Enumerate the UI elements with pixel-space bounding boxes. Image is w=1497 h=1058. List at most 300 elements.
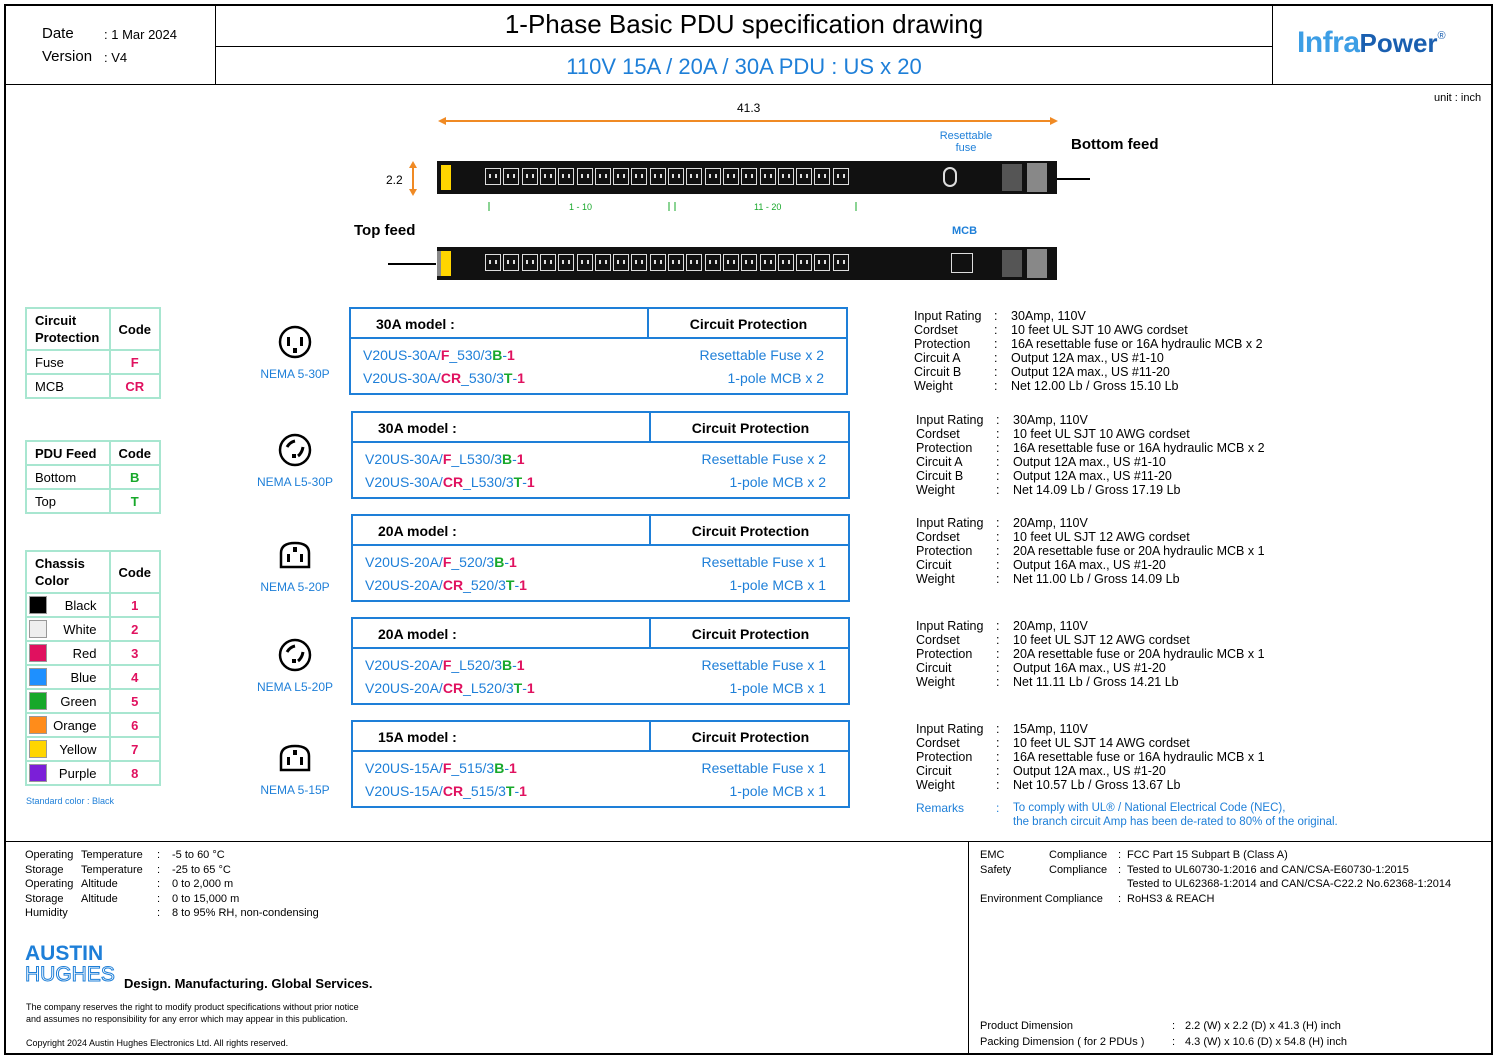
model-dash: - <box>522 474 527 490</box>
code-cell: 7 <box>110 737 161 761</box>
outlet-icon <box>650 168 666 185</box>
table-header: Chassis Color <box>26 551 110 593</box>
spec-value: 20A resettable fuse or 20A hydraulic MCB x 1 <box>1013 647 1265 661</box>
env-value: 0 to 2,000 m <box>172 878 234 891</box>
table-cell: Top <box>26 489 110 513</box>
product-dimension-value: 2.2 (W) x 2.2 (D) x 41.3 (H) inch <box>1185 1020 1341 1032</box>
color-cell <box>26 761 110 785</box>
plug-icon <box>277 324 313 360</box>
remarks-text <box>1013 801 1338 829</box>
color-name: Red <box>72 646 97 661</box>
env-value: -25 to 65 °C <box>172 863 231 876</box>
page-subtitle: 110V 15A / 20A / 30A PDU : US x 20 <box>566 54 922 79</box>
spec-value: Output 16A max., US #1-20 <box>1013 661 1166 675</box>
remarks-line-2: the branch circuit Amp has been de-rated to 80% of the original. <box>1013 816 1338 828</box>
env-colon: : <box>157 892 161 905</box>
model-middle: _L520/3 <box>463 680 514 696</box>
outlet-icon <box>595 168 611 185</box>
title-divider <box>216 46 1272 47</box>
code-cell: T <box>110 489 161 513</box>
outlet-icon <box>723 168 739 185</box>
model-box <box>351 720 850 808</box>
meter-display <box>1002 164 1022 191</box>
logo-hughes-text: HUGHES <box>25 963 115 986</box>
model-title: 30A model : <box>376 316 455 332</box>
model-dash: - <box>514 783 520 799</box>
env-colon: : <box>157 849 161 861</box>
protection-description: Resettable Fuse x 1 <box>701 554 826 570</box>
spec-key: Cordset <box>916 530 960 544</box>
env-value: 0 to 15,000 m <box>172 892 240 905</box>
outlet-icon <box>778 254 794 271</box>
color-name: Yellow <box>59 742 97 757</box>
spec-key: Input Rating <box>916 722 984 736</box>
spec-key: Input Rating <box>916 413 984 427</box>
feed-code: B <box>494 760 505 776</box>
length-arrow-right <box>1050 117 1058 125</box>
model-middle: _515/3 <box>463 783 506 799</box>
color-swatch <box>29 764 47 782</box>
model-box-header <box>351 309 846 339</box>
model-number <box>365 474 535 490</box>
compliance-value: RoHS3 & REACH <box>1127 892 1215 905</box>
model-middle: _L530/3 <box>451 451 502 467</box>
compliance-colon: : <box>1118 863 1122 876</box>
nema-label: NEMA 5-15P <box>260 783 330 797</box>
header-divider <box>649 619 651 649</box>
version-value: : V4 <box>104 50 128 65</box>
protection-description: 1-pole MCB x 2 <box>729 474 826 490</box>
env-colon: : <box>157 907 161 920</box>
env-condition: Humidity <box>25 907 68 920</box>
footer-divider <box>6 841 1493 842</box>
range-1-label: 1 - 10 <box>569 202 593 212</box>
feed-code: T <box>505 783 515 799</box>
spec-value: Net 10.57 Lb / Gross 13.67 Lb <box>1013 778 1181 792</box>
model-prefix: V20US-20A/ <box>365 680 443 696</box>
spec-key: Weight <box>916 572 955 586</box>
table-row <box>26 617 160 641</box>
model-middle: _520/3 <box>463 577 506 593</box>
model-prefix: V20US-20A/ <box>365 657 443 673</box>
compliance-value: Tested to UL62368-1:2014 and CAN/CSA-C22.2 No.62368-1:2014 <box>1127 878 1452 891</box>
spec-value: 20A resettable fuse or 20A hydraulic MCB x 1 <box>1013 544 1265 558</box>
protection-description: 1-pole MCB x 1 <box>729 783 826 799</box>
table-row <box>26 489 160 513</box>
code-cell: 3 <box>110 641 161 665</box>
model-number <box>363 370 525 386</box>
protection-code: CR <box>442 783 464 799</box>
height-arrow-bottom <box>409 189 417 196</box>
circuit-protection-header: Circuit Protection <box>691 523 810 539</box>
height-value: 2.2 <box>386 173 403 187</box>
model-box <box>351 514 850 602</box>
spec-colon: : <box>994 309 998 323</box>
spec-value: Output 12A max., US #1-10 <box>1013 455 1166 469</box>
spec-colon: : <box>996 736 1000 750</box>
env-colon: : <box>157 878 161 891</box>
model-box <box>351 617 850 705</box>
spec-value: Output 12A max., US #1-20 <box>1013 764 1166 778</box>
height-arrow-top <box>409 161 417 168</box>
spec-value: 20Amp, 110V <box>1013 516 1088 530</box>
env-value: -5 to 60 °C <box>172 849 225 861</box>
protection-description: Resettable Fuse x 2 <box>701 451 826 467</box>
range-markers <box>489 202 856 211</box>
feed-code: T <box>503 370 513 386</box>
spec-value: 10 feet UL SJT 10 AWG cordset <box>1013 427 1190 441</box>
feed-code: B <box>494 554 505 570</box>
spec-colon: : <box>996 675 1000 689</box>
compliance-category: Safety <box>980 863 1012 876</box>
table-row <box>26 665 160 689</box>
model-box <box>351 411 850 499</box>
plug-icon <box>277 637 313 673</box>
date-value: : 1 Mar 2024 <box>104 27 177 42</box>
code-cell: 5 <box>110 689 161 713</box>
protection-code: CR <box>440 370 462 386</box>
spec-key: Input Rating <box>916 516 984 530</box>
table-row <box>26 593 160 617</box>
protection-description: 1-pole MCB x 1 <box>729 577 826 593</box>
compliance-type: Compliance <box>1049 863 1108 876</box>
code-cell: 1 <box>110 593 161 617</box>
color-cell <box>26 617 110 641</box>
spec-value: 30Amp, 110V <box>1013 413 1088 427</box>
spec-colon: : <box>996 633 1000 647</box>
env-condition: Storage <box>25 892 64 905</box>
env-parameter: Temperature <box>81 863 143 876</box>
spec-key: Cordset <box>916 633 960 647</box>
table-header-code: Code <box>110 308 161 350</box>
packing-dimension-value: 4.3 (W) x 10.6 (D) x 54.8 (H) inch <box>1185 1036 1347 1048</box>
spec-colon: : <box>996 572 1000 586</box>
outlet-icon <box>577 254 593 271</box>
outlet-icon <box>668 254 684 271</box>
spec-key: Circuit <box>916 764 952 778</box>
model-prefix: V20US-20A/ <box>365 577 443 593</box>
color-code: 1 <box>519 783 527 799</box>
color-cell <box>26 689 110 713</box>
protection-code: F <box>442 760 452 776</box>
spec-key: Protection <box>916 544 973 558</box>
meter-display <box>1002 250 1022 277</box>
austin-hughes-logo <box>25 943 115 985</box>
warning-label <box>441 251 451 276</box>
spec-value: 16A resettable fuse or 16A hydraulic MCB x 1 <box>1013 750 1265 764</box>
outlet-icon <box>540 254 556 271</box>
model-dash: - <box>504 760 510 776</box>
outlet-icon <box>833 168 849 185</box>
color-swatch <box>29 644 47 662</box>
spec-value: Net 11.11 Lb / Gross 14.21 Lb <box>1013 675 1179 689</box>
table-header: Circuit Protection <box>26 308 110 350</box>
spec-colon: : <box>996 530 1000 544</box>
spec-colon: : <box>994 323 998 337</box>
spec-key: Circuit B <box>916 469 964 483</box>
circuit-protection-code-table <box>25 307 161 399</box>
packing-dimension-label: Packing Dimension ( for 2 PDUs ) <box>980 1036 1145 1048</box>
feed-code: T <box>505 577 515 593</box>
color-cell <box>26 665 110 689</box>
outlet-icon <box>485 168 501 185</box>
spec-key: Weight <box>916 778 955 792</box>
disclaimer-line-1: The company reserves the right to modify product specifications without prior notice <box>26 1002 359 1012</box>
spec-value: 10 feet UL SJT 12 AWG cordset <box>1013 530 1190 544</box>
resettable-fuse-label: Resettable fuse <box>939 130 993 154</box>
outlet-icon <box>760 254 776 271</box>
compliance-category: EMC <box>980 849 1005 861</box>
protection-description: Resettable Fuse x 1 <box>701 657 826 673</box>
color-name: Black <box>64 598 97 613</box>
spec-value: Output 12A max., US #1-10 <box>1011 351 1164 365</box>
color-swatch <box>29 740 47 758</box>
spec-value: Output 12A max., US #11-20 <box>1011 365 1170 379</box>
spec-colon: : <box>996 469 1000 483</box>
outlet-icon <box>613 168 629 185</box>
outlet-icon <box>686 168 702 185</box>
color-code: 1 <box>526 474 535 490</box>
color-code: 1 <box>517 370 525 386</box>
spec-key: Circuit A <box>916 455 963 469</box>
model-middle: _520/3 <box>451 554 495 570</box>
circuit-protection-header: Circuit Protection <box>691 420 810 436</box>
model-box-header <box>353 516 848 546</box>
protection-code: F <box>442 451 452 467</box>
outlet-icon <box>522 168 538 185</box>
plug-icon <box>277 432 313 468</box>
color-name: White <box>63 622 97 637</box>
outlet-icon <box>613 254 629 271</box>
spec-value: Output 16A max., US #1-20 <box>1013 558 1166 572</box>
protection-description: Resettable Fuse x 2 <box>699 347 824 363</box>
color-swatch <box>29 716 47 734</box>
model-dash: - <box>502 347 508 363</box>
spec-colon: : <box>996 483 1000 497</box>
model-box-header <box>353 413 848 443</box>
header-divider <box>649 413 651 443</box>
nema-label: NEMA 5-30P <box>260 367 330 381</box>
outlet-icon <box>595 254 611 271</box>
model-middle: _515/3 <box>451 760 495 776</box>
spec-key: Protection <box>914 337 971 351</box>
spec-value: 30Amp, 110V <box>1011 309 1086 323</box>
spec-value: 20Amp, 110V <box>1013 619 1088 633</box>
outlet-icon <box>741 254 757 271</box>
bottom-feed-label: Bottom feed <box>1071 136 1159 153</box>
model-number <box>365 577 527 593</box>
spec-key: Circuit B <box>914 365 962 379</box>
spec-key: Circuit <box>916 661 952 675</box>
model-number <box>365 451 525 467</box>
remarks-colon: : <box>996 801 1000 815</box>
color-swatch <box>29 668 47 686</box>
outlet-icon <box>577 168 593 185</box>
compliance-colon: : <box>1118 849 1122 861</box>
code-cell: 6 <box>110 713 161 737</box>
logo-power-text: Power <box>1359 28 1438 58</box>
protection-description: 1-pole MCB x 1 <box>729 680 826 696</box>
model-prefix: V20US-30A/ <box>363 370 441 386</box>
color-cell <box>26 713 110 737</box>
table-row <box>26 641 160 665</box>
spec-value: 10 feet UL SJT 14 AWG cordset <box>1013 736 1190 750</box>
spec-key: Circuit A <box>914 351 961 365</box>
spec-value: 10 feet UL SJT 12 AWG cordset <box>1013 633 1190 647</box>
cable-gland <box>1027 163 1047 192</box>
color-code: 1 <box>519 577 527 593</box>
model-middle: _L520/3 <box>451 657 502 673</box>
compliance-value: FCC Part 15 Subpart B (Class A) <box>1127 849 1288 861</box>
color-name: Green <box>60 694 97 709</box>
protection-code: F <box>442 657 452 673</box>
circuit-protection-header: Circuit Protection <box>689 316 808 332</box>
model-box-header <box>353 722 848 752</box>
outlet-icon <box>778 168 794 185</box>
outlet-icon <box>705 254 721 271</box>
logo-austin-text: AUSTIN <box>25 942 104 965</box>
model-number <box>365 657 525 673</box>
code-cell: F <box>110 350 161 374</box>
spec-colon: : <box>996 427 1000 441</box>
header-divider <box>649 516 651 546</box>
nema-label: NEMA 5-20P <box>260 580 330 594</box>
mcb-switch-icon <box>951 253 973 273</box>
product-dimension-label: Product Dimension <box>980 1020 1073 1032</box>
spec-value: Net 12.00 Lb / Gross 15.10 Lb <box>1011 379 1179 393</box>
spec-colon: : <box>996 750 1000 764</box>
color-cell <box>26 593 110 617</box>
spec-value: Net 11.00 Lb / Gross 14.09 Lb <box>1013 572 1180 586</box>
remarks-line-1: To comply with UL® / National Electrical Code (NEC), <box>1013 802 1286 814</box>
spec-key: Circuit <box>916 558 952 572</box>
outlet-icon <box>686 254 702 271</box>
copyright: Copyright 2024 Austin Hughes Electronics Ltd. All rights reserved. <box>26 1038 289 1048</box>
spec-key: Weight <box>916 483 955 497</box>
spec-key: Protection <box>916 750 973 764</box>
spec-colon: : <box>996 647 1000 661</box>
env-parameter: Altitude <box>81 892 118 905</box>
feed-code: B <box>502 451 513 467</box>
model-number <box>365 680 535 696</box>
model-dash: - <box>512 451 517 467</box>
outlet-icon <box>558 254 574 271</box>
header-divider <box>649 722 651 752</box>
pdu-bottom-feed <box>437 161 1057 194</box>
unit-label: unit : inch <box>1434 92 1482 104</box>
spec-colon: : <box>996 413 1000 427</box>
color-swatch <box>29 596 47 614</box>
model-title: 20A model : <box>378 626 457 642</box>
feed-code: T <box>513 680 523 696</box>
outlet-icon <box>796 168 812 185</box>
length-value: 41.3 <box>737 101 761 115</box>
footer-column-divider <box>968 842 969 1053</box>
env-colon: : <box>157 863 161 876</box>
header-divider <box>647 309 649 339</box>
table-row <box>26 374 160 398</box>
model-title: 30A model : <box>378 420 457 436</box>
spec-block <box>916 413 1336 497</box>
nema-label: NEMA L5-30P <box>256 475 334 489</box>
color-cell <box>26 737 110 761</box>
product-dimension-colon: : <box>1172 1020 1176 1032</box>
feed-code: T <box>513 474 523 490</box>
compliance-type: Compliance <box>1049 849 1108 861</box>
env-parameter: Altitude <box>81 878 118 891</box>
table-row <box>26 713 160 737</box>
model-prefix: V20US-20A/ <box>365 554 443 570</box>
protection-code: CR <box>442 680 464 696</box>
outlet-icon <box>631 168 647 185</box>
outlet-icon <box>668 168 684 185</box>
mcb-label: MCB <box>952 225 978 237</box>
spec-colon: : <box>996 455 1000 469</box>
protection-description: 1-pole MCB x 2 <box>727 370 824 386</box>
env-condition: Operating <box>25 878 74 891</box>
remarks-label: Remarks <box>916 801 965 815</box>
spec-colon: : <box>994 365 998 379</box>
outlet-icon <box>814 168 830 185</box>
spec-colon: : <box>996 661 1000 675</box>
model-prefix: V20US-30A/ <box>365 451 443 467</box>
spec-colon: : <box>994 351 998 365</box>
model-number <box>363 347 515 363</box>
spec-block <box>916 516 1336 586</box>
circuit-protection-header: Circuit Protection <box>691 729 810 745</box>
model-prefix: V20US-30A/ <box>363 347 441 363</box>
infrapower-logo <box>1297 26 1446 60</box>
spec-value: Net 14.09 Lb / Gross 17.19 Lb <box>1013 483 1181 497</box>
spec-colon: : <box>994 337 998 351</box>
model-box <box>349 307 848 395</box>
model-number <box>365 554 517 570</box>
page-title: 1-Phase Basic PDU specification drawing <box>504 9 984 39</box>
compliance-colon: : <box>1118 892 1122 905</box>
spec-key: Cordset <box>916 427 960 441</box>
outlet-icon <box>631 254 647 271</box>
protection-code: CR <box>442 577 464 593</box>
spec-block <box>914 309 1334 393</box>
outlet-icon <box>503 254 519 271</box>
spec-key: Weight <box>914 379 953 393</box>
spec-block <box>916 619 1336 689</box>
table-cell: Bottom <box>26 465 110 489</box>
spec-value: 15Amp, 110V <box>1013 722 1088 736</box>
color-swatch <box>29 620 47 638</box>
spec-value: 10 feet UL SJT 10 AWG cordset <box>1011 323 1188 337</box>
spec-value: 16A resettable fuse or 16A hydraulic MCB x 2 <box>1013 441 1265 455</box>
feed-code: B <box>502 657 513 673</box>
color-code: 1 <box>507 347 515 363</box>
spec-colon: : <box>996 441 1000 455</box>
end-cap <box>1027 249 1047 278</box>
table-header: PDU Feed <box>26 441 110 465</box>
outlet-icon <box>741 168 757 185</box>
model-prefix: V20US-15A/ <box>365 783 443 799</box>
header-divider <box>6 84 1493 85</box>
model-number <box>365 783 527 799</box>
disclaimer-line-2: and assumes no responsibility for any error which may appear in this publication. <box>26 1014 348 1024</box>
packing-dimension-colon: : <box>1172 1036 1176 1048</box>
standard-color-note: Standard color : Black <box>26 796 115 806</box>
version-label: Version <box>42 48 93 65</box>
fuse-icon <box>943 167 957 187</box>
code-cell: B <box>110 465 161 489</box>
company-slogan: Design. Manufacturing. Global Services. <box>124 976 373 991</box>
outlet-icon <box>723 254 739 271</box>
outlet-icon <box>833 254 849 271</box>
